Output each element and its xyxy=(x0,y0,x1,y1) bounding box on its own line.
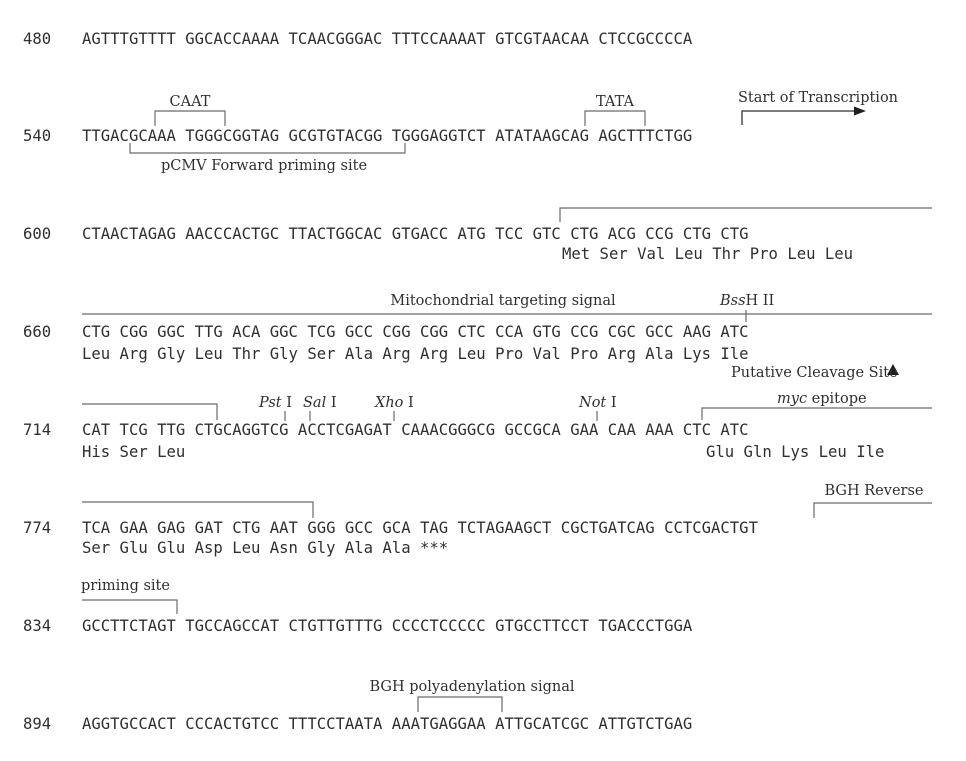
position-number: 774 xyxy=(23,519,52,537)
nucleotide-sequence: CTAACTAGAG AACCCACTGC TTACTGGCAC GTGACC ATG TCC GTC CTG ACG CCG CTG CTG xyxy=(82,225,749,243)
position-number: 600 xyxy=(23,225,52,243)
amino-acid-sequence: Met Ser Val Leu Thr Pro Leu Leu xyxy=(562,245,854,263)
psti-label: Pst I xyxy=(259,395,292,411)
position-number: 480 xyxy=(23,30,52,48)
xhoi-label: Xho I xyxy=(375,395,414,411)
bgh-polya-bracket xyxy=(418,697,502,712)
amino-acid-sequence: Leu Arg Gly Leu Thr Gly Ser Ala Arg Arg Leu Pro Val Pro Arg Ala Lys Ile xyxy=(82,345,749,363)
mito-signal-end-bracket xyxy=(82,404,217,420)
myc-epitope-bracket xyxy=(702,408,932,420)
nucleotide-sequence: TTGACGCAAA TGGGCGGTAG GCGTGTACGG TGGGAGGTCT ATATAAGCAG AGCTTTCTGG xyxy=(82,127,693,145)
transcription-arrow xyxy=(742,111,856,125)
bgh-polya-label: BGH polyadenylation signal xyxy=(369,679,575,695)
bgh-reverse-label: BGH Reverse xyxy=(824,483,924,499)
caat-bracket xyxy=(155,111,225,126)
tata-bracket xyxy=(585,111,645,126)
myc-epitope-label: myc epitope xyxy=(777,391,867,407)
bgh-reverse-end-bracket xyxy=(82,600,177,614)
amino-acid-sequence: Ser Glu Glu Asp Leu Asn Gly Ala Ala *** xyxy=(82,539,449,557)
arrowhead-icon xyxy=(854,107,866,116)
nucleotide-sequence: GCCTTCTAGT TGCCAGCCAT CTGTTGTTTG CCCCTCCCCC GTGCCTTCCT TGACCCTGGA xyxy=(82,617,693,635)
pcmv-forward-label: pCMV Forward priming site xyxy=(160,158,368,174)
position-number: 834 xyxy=(23,617,52,635)
nucleotide-sequence: CTG CGG GGC TTG ACA GGC TCG GCC CGG CGG CTC CCA GTG CCG CGC GCC AAG ATC xyxy=(82,323,749,341)
position-number: 894 xyxy=(23,715,52,733)
nucleotide-sequence: AGGTGCCACT CCCACTGTCC TTTCCTAATA AAATGAGGAA ATTGCATCGC ATTGTCTGAG xyxy=(82,715,693,733)
sali-label: Sal I xyxy=(303,395,337,411)
position-number: 540 xyxy=(23,127,52,145)
mito-signal-label: Mitochondrial targeting signal xyxy=(390,293,616,309)
bgh-reverse-bracket xyxy=(814,503,932,518)
start-transcription-label: Start of Transcription xyxy=(738,90,899,106)
tata-label: TATA xyxy=(596,94,634,110)
nucleotide-sequence: AGTTTGTTTT GGCACCAAAA TCAACGGGAC TTTCCAAAAT GTCGTAACAA CTCCGCCCCA xyxy=(82,30,693,48)
priming-site-label: priming site xyxy=(81,578,170,594)
position-number: 660 xyxy=(23,323,52,341)
noti-label: Not I xyxy=(579,395,617,411)
myc-epitope-end-bracket xyxy=(82,502,313,518)
cleavage-site-label: Putative Cleavage Site xyxy=(731,365,898,381)
nucleotide-sequence: CAT TCG TTG CTGCAGGTCG ACCTCGAGAT CAAACGGGCG GCCGCA GAA CAA AAA CTC ATC xyxy=(82,421,749,439)
nucleotide-sequence: TCA GAA GAG GAT CTG AAT GGG GCC GCA TAG TCTAGAAGCT CGCTGATCAG CCTCGACTGT xyxy=(82,519,758,537)
amino-acid-sequence: His Ser Leu xyxy=(82,443,186,461)
orf-start-bracket xyxy=(560,208,932,222)
position-number: 714 xyxy=(23,421,52,439)
amino-acid-sequence: Glu Gln Lys Leu Ile xyxy=(706,443,885,461)
bssh2-label: BssH II xyxy=(720,293,775,309)
caat-label: CAAT xyxy=(169,94,211,110)
